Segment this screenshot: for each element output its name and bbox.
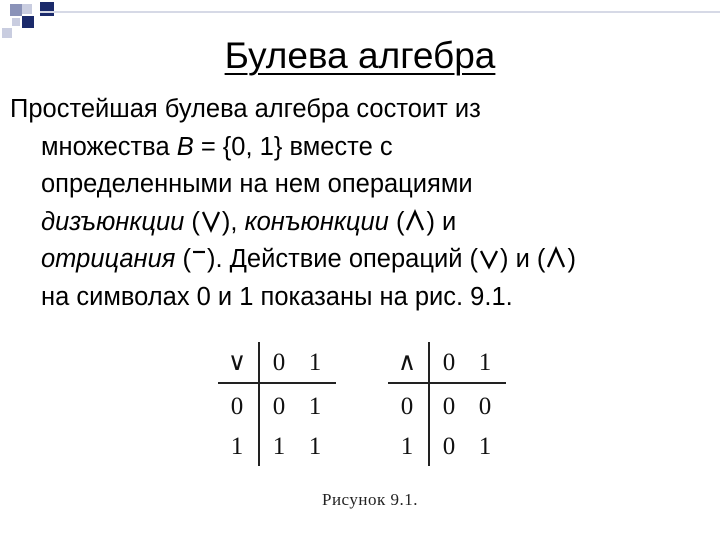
table-column-rule bbox=[428, 342, 430, 466]
header-rule bbox=[40, 11, 720, 13]
disjunction-symbol-icon bbox=[478, 246, 500, 270]
table-header-cell: 0 bbox=[272, 349, 286, 376]
table-column-rule bbox=[258, 342, 260, 466]
table-header-cell: 1 bbox=[308, 349, 322, 376]
slide-title: Булева алгебра bbox=[224, 35, 496, 76]
table-header-rule bbox=[218, 382, 336, 384]
table-row-label: 1 bbox=[230, 433, 244, 460]
table-row-label: 0 bbox=[230, 393, 244, 420]
table-header-cell: 1 bbox=[478, 349, 492, 376]
deco-square bbox=[22, 4, 32, 14]
negation-symbol-icon bbox=[191, 246, 207, 270]
line-6: на символах 0 и 1 показаны на рис. 9.1. bbox=[41, 282, 513, 311]
table-row-label: 0 bbox=[400, 393, 414, 420]
table-cell: 1 bbox=[308, 433, 322, 460]
deco-square bbox=[40, 2, 54, 16]
table-row-label: 1 bbox=[400, 433, 414, 460]
conjunction-symbol-icon bbox=[404, 209, 426, 233]
body-paragraph bbox=[10, 91, 715, 316]
table-header-cell: 0 bbox=[442, 349, 456, 376]
figure-caption: Рисунок 9.1. bbox=[322, 490, 418, 509]
deco-square bbox=[10, 4, 22, 16]
line-1: Простейшая булева алгебра состоит из bbox=[10, 95, 481, 123]
table-cell: 1 bbox=[478, 433, 492, 460]
line-5: отрицания ( ). Действие операций ( ) и ( ) bbox=[41, 245, 576, 273]
deco-square bbox=[12, 18, 20, 26]
table-op-symbol: ∨ bbox=[227, 349, 247, 376]
table-cell: 0 bbox=[442, 393, 456, 420]
disjunction-truth-table bbox=[218, 346, 338, 466]
table-cell: 0 bbox=[272, 393, 286, 420]
table-op-symbol: ∧ bbox=[397, 349, 417, 376]
table-cell: 1 bbox=[272, 433, 286, 460]
line-4: дизъюнкции ( ), конъюнкции ( ) и bbox=[41, 207, 457, 236]
table-cell: 1 bbox=[308, 393, 322, 420]
conjunction-symbol-icon bbox=[545, 246, 567, 270]
line-3: определенными на нем операциями bbox=[41, 170, 473, 198]
deco-square bbox=[22, 16, 34, 28]
table-cell: 0 bbox=[478, 393, 492, 420]
table-cell: 0 bbox=[442, 433, 456, 460]
table-header-rule bbox=[388, 382, 506, 384]
conjunction-truth-table bbox=[388, 346, 508, 466]
line-2: множества B = {0, 1} вместе с bbox=[41, 132, 393, 161]
disjunction-symbol-icon bbox=[200, 209, 222, 233]
